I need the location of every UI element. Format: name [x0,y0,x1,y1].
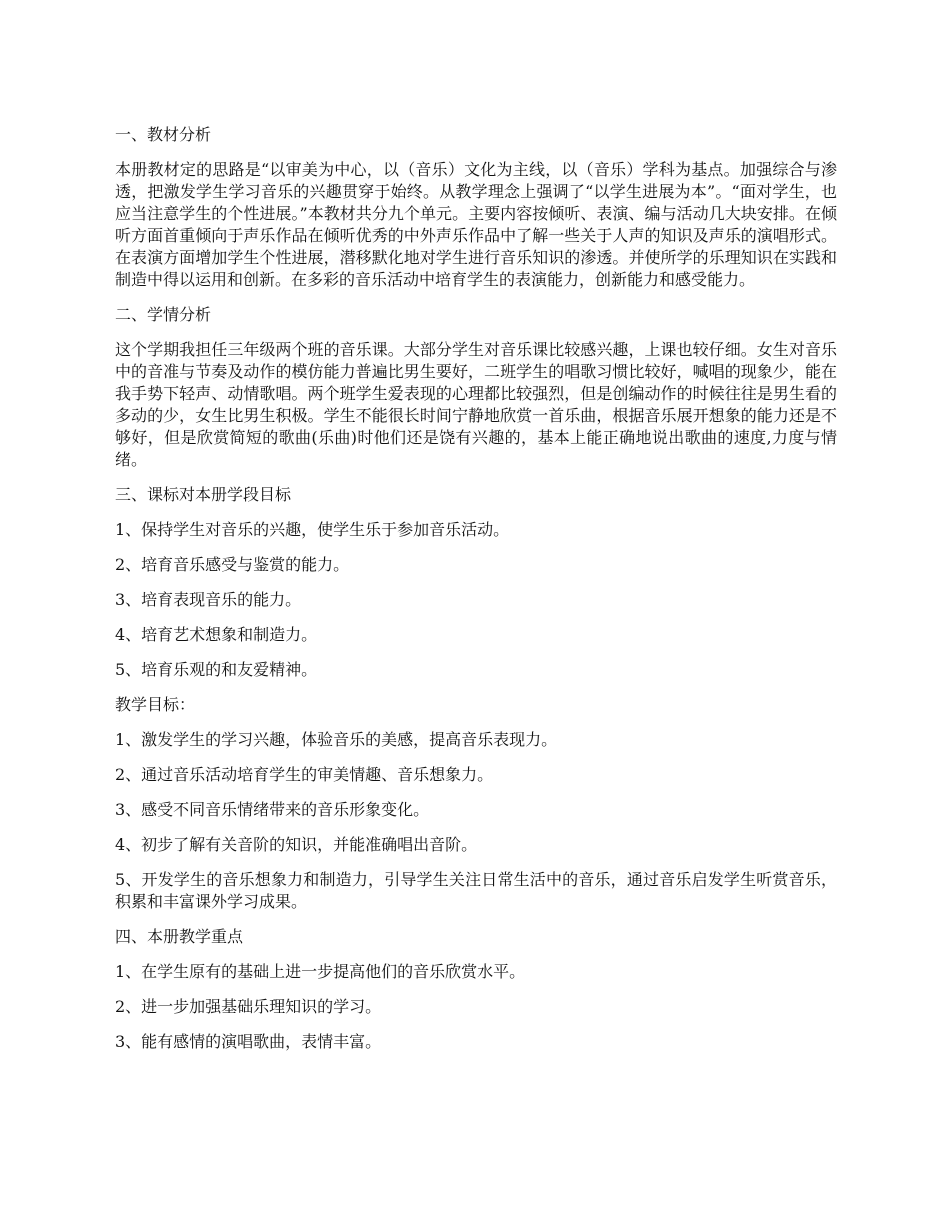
document-page [115,124,837,1066]
list-item: 2、通过音乐活动培育学生的审美情趣、音乐想象力。 [115,765,494,784]
list-item: 1、保持学生对音乐的兴趣，使学生乐于参加音乐活动。 [115,520,510,539]
list-item: 2、进一步加强基础乐理知识的学习。 [115,997,382,1016]
list-item: 5、开发学生的音乐想象力和制造力，引导学生关注日常生活中的音乐，通过音乐启发学生听赏音乐，积累和丰富课外学习成果。 [115,870,837,911]
list-item: 5、培育乐观的和友爱精神。 [115,660,318,679]
list-item: 3、能有感情的演唱歌曲，表情丰富。 [115,1032,382,1051]
paragraph-textbook-analysis: 本册教材定的思路是“以审美为中心，以（音乐）文化为主线，以（音乐）学科为基点。加强综合与渗透，把激发学生学习音乐的兴趣贯穿于始终。从教学理念上强调了“以学生进展为本”。“面对学生，也应当注意学生的个性进展。”本教材共分九个单元。主要内容按倾听、表演、编与活动几大块安排。在倾听方面首重倾向于声乐作品在倾听优秀的中外声乐作品中了解一些关于人声的知识及声乐的演唱形式。在表演方面增加学生个性进展，潜移默化地对学生进行音乐知识的渗透。并使所学的乐理知识在实践和制造中得以运用和创新。在多彩的音乐活动中培育学生的表演能力，创新能力和感受能力。 [115,160,837,289]
list-item: 3、培育表现音乐的能力。 [115,590,302,609]
heading-key-points: 四、本册教学重点 [115,927,244,946]
heading-teaching-goals: 教学目标： [115,695,196,714]
list-item: 4、初步了解有关音阶的知识，并能准确唱出音阶。 [115,835,478,854]
list-item: 2、培育音乐感受与鉴赏的能力。 [115,555,350,574]
heading-textbook-analysis: 一、教材分析 [115,125,212,144]
list-item: 3、感受不同音乐情绪带来的音乐形象变化。 [115,800,430,819]
paragraph-student-analysis: 这个学期我担任三年级两个班的音乐课。大部分学生对音乐课比较感兴趣，上课也较仔细。女生对音乐中的音准与节奏及动作的模仿能力普遍比男生要好，二班学生的唱歌习惯比较好，喊唱的现象少，能在我手势下轻声、动情歌唱。两个班学生爱表现的心理都比较强烈，但是创编动作的时候往往是男生看的多动的少，女生比男生积极。学生不能很长时间宁静地欣赏一首乐曲，根据音乐展开想象的能力还是不够好，但是欣赏简短的歌曲(乐曲)时他们还是饶有兴趣的，基本上能正确地说出歌曲的速度,力度与情绪。 [115,340,837,469]
list-item: 4、培育艺术想象和制造力。 [115,625,318,644]
list-item: 1、激发学生的学习兴趣，体验音乐的美感，提高音乐表现力。 [115,730,558,749]
list-item: 1、在学生原有的基础上进一步提高他们的音乐欣赏水平。 [115,962,526,981]
heading-curriculum-goals: 三、课标对本册学段目标 [115,485,292,504]
heading-student-analysis: 二、学情分析 [115,305,212,324]
